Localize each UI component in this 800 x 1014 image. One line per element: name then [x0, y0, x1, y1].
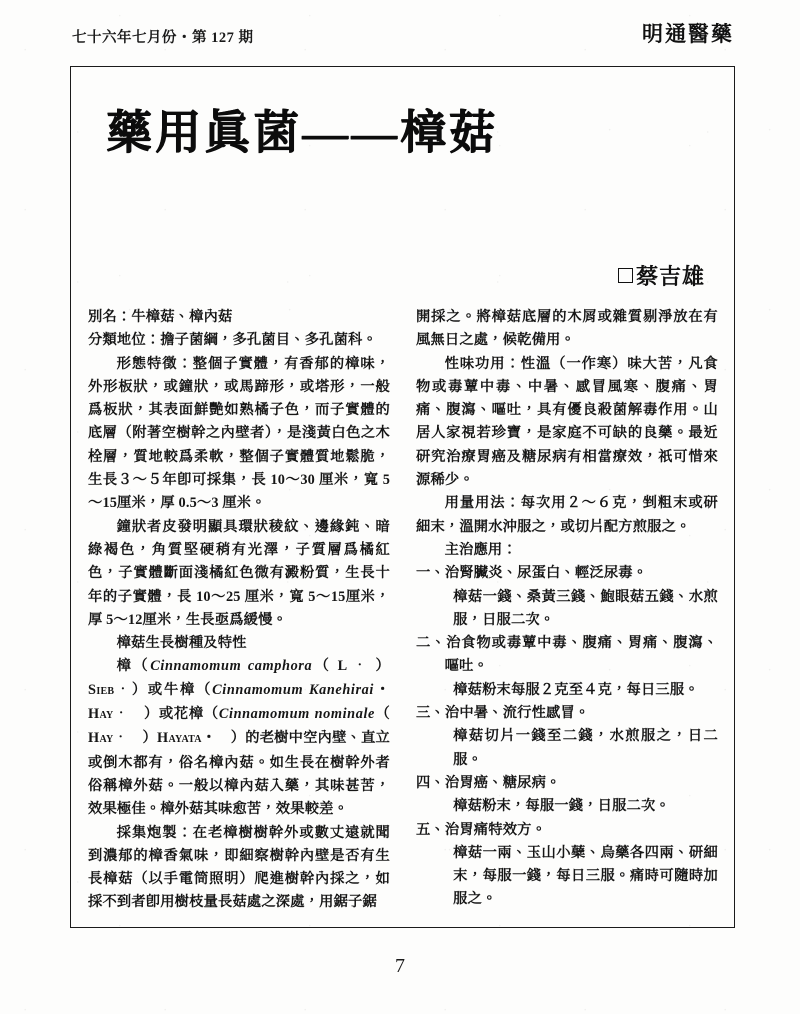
- article-body: [88, 306, 718, 915]
- authority-abbr-1-sub: IEB: [96, 685, 115, 697]
- indication-recipe: 樟菇一兩、玉山小蘗、烏藥各四兩、研細末，每服一錢，每日三服。痛時可隨時加服之。: [453, 844, 718, 908]
- indication-title: 治胃痛特效方。: [444, 821, 547, 838]
- indication-number: 二、: [416, 635, 447, 652]
- host-tree-heading: 樟菇生長樹種及特性: [116, 635, 247, 652]
- byline: [618, 260, 705, 291]
- indication-item: [416, 632, 718, 679]
- indication-recipe: 樟菇粉末每服２克至４克，每日三服。: [453, 681, 699, 698]
- indication-number: 四、: [416, 774, 445, 791]
- indication-title: 治中暑、流行性感冒。: [444, 705, 590, 722]
- host-tree-paragraph: [88, 655, 390, 821]
- scientific-name-2: Cinnamomum Kanehirai: [212, 681, 374, 698]
- host-tree-text-h: ・ ）的老樹中空內壁、直立或倒木都有，俗名樟內菇。如生長在樹幹外者俗稱樟外菇。一般以樟內菇入藥，其味甚苦，效果極佳。樟外菇其味愈苦，效果較差。: [88, 730, 390, 818]
- host-tree-text-c: ．）或牛樟（: [114, 681, 213, 698]
- indication-item: [416, 562, 718, 585]
- journal-name: 明通醫藥: [642, 22, 734, 46]
- scientific-name-1: Cinnamomum camphora: [150, 658, 313, 675]
- collection-paragraph: 採集炮製：在老樟樹樹幹外或數丈遠就聞到濃郁的樟香氣味，即細察樹幹內壁是否有生長樟菇（以手電筒照明）爬進樹幹內採之，如採不到者卽用樹枝量長菇處之深處，用鋸子鋸: [88, 824, 390, 911]
- square-bullet-icon: [618, 268, 633, 283]
- morphology-paragraph: 形態特徵：整個子實體，有香郁的樟味，外形板狀，或鐘狀，或馬蹄形，或塔形，一般爲板狀，其表面鮮艷如熟橘子色，而子實體的底層（附著空樹幹之內壁者），是淺黃白色之木栓層，質地較爲柔軟，整個子實體質地鬆脆，生長３～５年卽可採集，長 10～30 厘米，寬 5～15厘米，厚 0.5～3 厘米。: [88, 355, 390, 512]
- authority-abbr-4-sub: AYATA: [168, 734, 202, 746]
- authority-abbr-3-sub: AY: [99, 734, 114, 746]
- authority-abbr-2-sub: AY: [99, 710, 114, 722]
- indication-recipe: 樟菇切片一錢至二錢，水煎服之，日二服。: [453, 728, 718, 768]
- page-number: 7: [395, 955, 405, 977]
- authority-abbr-4: H: [156, 730, 169, 747]
- indication-title: 治腎臟炎、尿蛋白、輕泛尿毒。: [444, 565, 648, 582]
- indication-number: 五、: [416, 821, 445, 838]
- alias-line: 別名：牛樟菇、樟內菇: [88, 309, 233, 325]
- column-right: [416, 306, 718, 915]
- collection-continued: 開採之。將樟菇底層的木屑或雜質剔淨放在有風無日之處，候乾備用。: [416, 309, 718, 349]
- indication-item: [416, 702, 718, 725]
- indication-title: 治胃癌、糖尿病。: [444, 774, 561, 791]
- column-left: [88, 306, 390, 915]
- authority-abbr-1: S: [88, 681, 97, 698]
- indication-item: [416, 772, 718, 795]
- page-title: 藥用眞菌——樟菇: [106, 107, 498, 158]
- morphology-paragraph-2: 鐘狀者皮發明顯具環狀稜紋、邊緣鈍、暗綠褐色，角質堅硬稍有光澤，子質層爲橘紅色，子實體斷面淺橘紅色微有澱粉質，生長十年的子實體，長 10～25 厘米，寬 5～15厘米，厚 5～12厘米，生長亟爲緩慢。: [88, 518, 390, 628]
- host-tree-text-g: ． ）: [113, 730, 157, 747]
- indication-recipe: 樟菇粉末，每服一錢，日服二次。: [453, 798, 670, 815]
- properties-paragraph: 性味功用：性溫（一作寒）味大苦，凡食物或毒蕈中毒、中暑、感冒風寒、腹痛、胃痛、腹瀉、嘔吐，具有優良殺菌解毒作用。山居人家視若珍寶，是家庭不可缺的良藥。最近研究治療胃癌及糖尿病有相當療效，祇可惜來源稀少。: [416, 355, 718, 489]
- indication-number: 三、: [416, 705, 445, 722]
- host-tree-text-d: ・: [373, 681, 390, 698]
- taxonomy-line: 分類地位：擔子菌綱，多孔菌目、多孔菌科。: [88, 332, 377, 349]
- authority-abbr-3: H: [88, 730, 100, 747]
- host-tree-text-e: ． ）或花樟（: [113, 706, 219, 723]
- indication-title: 治食物或毒蕈中毒、腹痛、胃痛、腹瀉、嘔吐。: [444, 635, 718, 675]
- host-tree-text-f: （: [375, 706, 390, 723]
- scientific-name-3: Cinnamomum nominale: [218, 706, 375, 723]
- author-name: 蔡吉雄: [635, 264, 705, 289]
- issue-info: 七十六年七月份・第 127 期: [72, 30, 254, 46]
- authority-abbr-2: H: [88, 706, 100, 723]
- host-tree-text-a: 樟（: [116, 658, 151, 675]
- indication-recipe: 樟菇一錢、桑黃三錢、鮑眼菇五錢、水煎服，日服二次。: [453, 588, 718, 628]
- indications-heading: 主治應用：: [444, 541, 517, 558]
- running-head: [0, 22, 800, 56]
- indication-number: 一、: [416, 565, 445, 582]
- host-tree-text-b: （ L ． ）: [312, 658, 390, 675]
- dosage-paragraph: 用量用法：每次用２～６克，剉粗末或研細末，溫開水沖服之，或切片配方煎服之。: [416, 495, 718, 535]
- indication-item: [416, 819, 718, 842]
